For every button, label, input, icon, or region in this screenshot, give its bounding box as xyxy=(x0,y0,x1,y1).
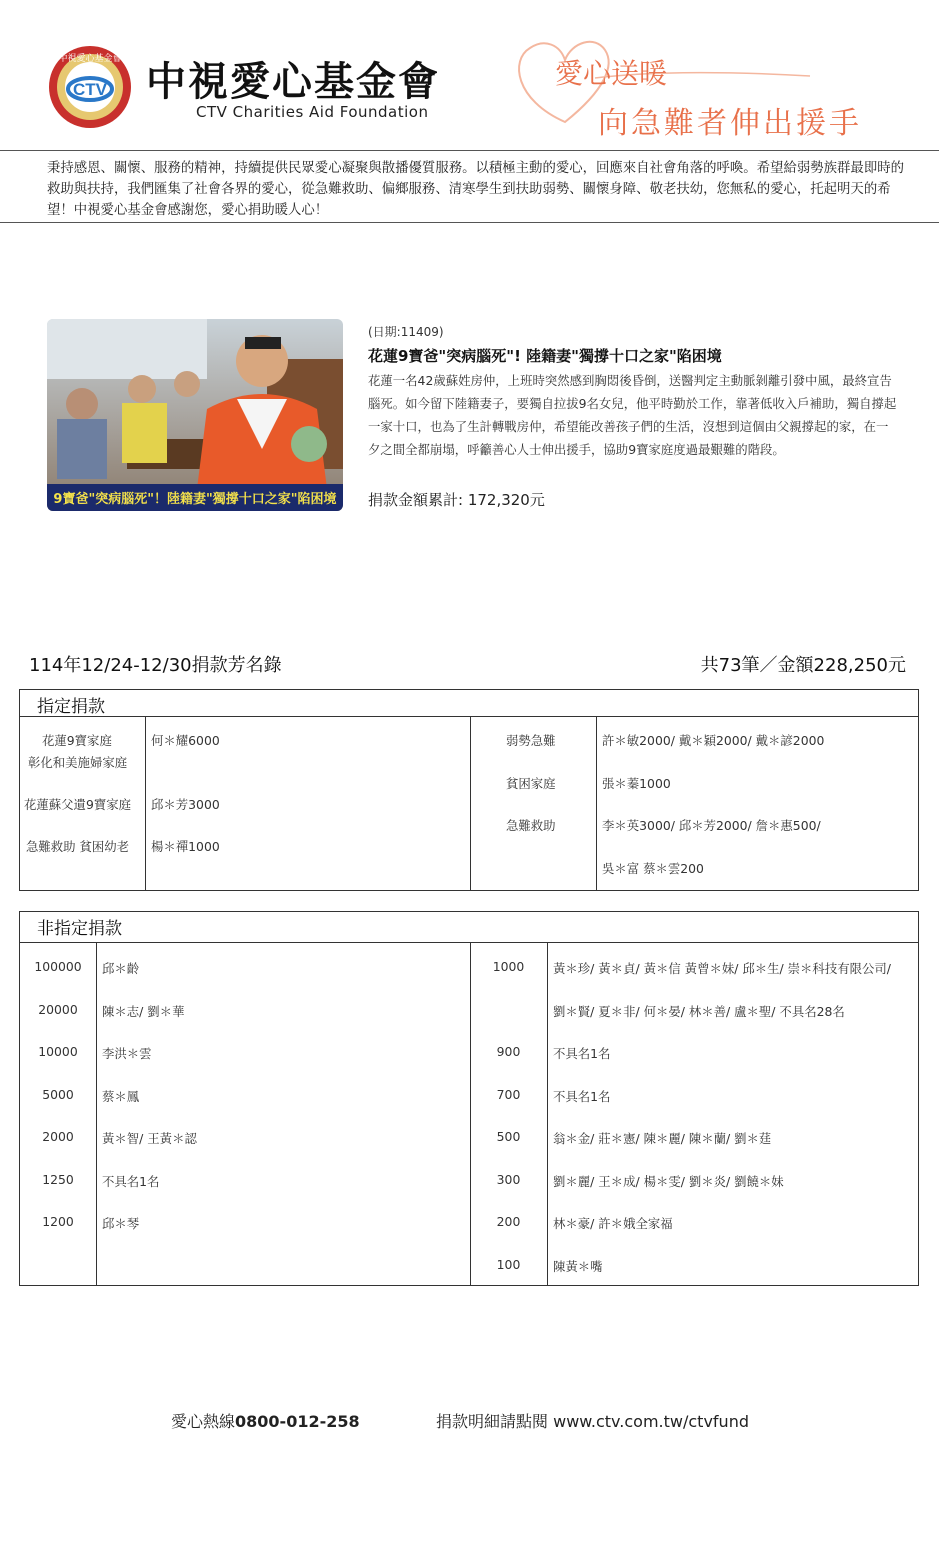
story-photo xyxy=(47,319,343,511)
donation-donors: 不具名1名 xyxy=(553,1088,611,1104)
donation-summary: 共73筆／金額228,250元 xyxy=(700,655,906,676)
donation-donors: 邱＊琴 xyxy=(102,1216,140,1231)
designated-donor: 李＊英3000/ 邱＊芳2000/ 詹＊惠500/ xyxy=(602,818,821,833)
designated-donor: 邱＊芳3000 xyxy=(151,797,220,812)
divider xyxy=(0,150,939,151)
donation-amount: 20000 xyxy=(38,1001,78,1017)
designated-header xyxy=(20,690,918,717)
story-date: (日期:11409) xyxy=(368,325,444,339)
undesignated-header xyxy=(20,912,918,939)
org-name: 中視愛心基金會 xyxy=(146,59,440,105)
designated-donations-box xyxy=(19,689,919,891)
designated-category: 弱勢急難 xyxy=(506,733,556,748)
details-url[interactable]: www.ctv.com.tw/ctvfund xyxy=(553,1412,749,1431)
donation-donors: 不具名1名 xyxy=(102,1173,160,1189)
designated-category: 貧困家庭 xyxy=(506,776,556,791)
designated-donor: 楊＊禪1000 xyxy=(151,839,220,854)
donation-donors: 黃＊珍/ 黃＊貞/ 黃＊信 黃曾＊妹/ 邱＊生/ 崇＊科技有限公司/ xyxy=(553,961,891,976)
designated-donor: 許＊敏2000/ 戴＊穎2000/ 戴＊諺2000 xyxy=(602,733,825,748)
donation-amount: 1250 xyxy=(42,1171,74,1187)
designated-heading: 指定捐款 xyxy=(37,697,105,717)
donation-donors: 黃＊智/ 王黃＊認 xyxy=(102,1131,197,1146)
designated-category: 花蓮蘇父遺9寶家庭 xyxy=(24,797,132,812)
donation-donors: 劉＊麗/ 王＊成/ 楊＊雯/ 劉＊炎/ 劉饒＊妹 xyxy=(553,1173,784,1189)
donation-amount: 900 xyxy=(496,1044,521,1059)
details-label: 捐款明細請點閱 xyxy=(436,1412,549,1431)
hotline-label: 愛心熱線 xyxy=(171,1412,236,1431)
designated-donor: 何＊耀6000 xyxy=(151,733,220,748)
org-name-en: CTV Charities Aid Foundation xyxy=(196,103,429,121)
donation-donors: 林＊豪/ 許＊娥全家福 xyxy=(553,1216,673,1231)
designated-donor: 張＊蓁1000 xyxy=(602,776,671,791)
donation-amount: 300 xyxy=(496,1171,521,1187)
designated-category: 急難救助 貧困幼老 xyxy=(26,839,130,854)
mission-statement: 秉持感恩、關懷、服務的精神，持續提供民眾愛心凝聚與散播優質服務。以積極主動的愛心，回應來自社會角落的呼喚。希望給弱勢族群最即時的救助與扶持，我們匯集了社會各界的愛心，從急難救助、偏鄉服務、清寒學生到扶助弱勢、關懷身障、敬老扶幼，您無私的愛心，托起明天的希望！中視愛心基金會感謝您，愛心捐助暖人心！ xyxy=(47,161,904,218)
svg-text:中視愛心基金會: 中視愛心基金會 xyxy=(58,54,122,64)
donation-donors: 李洪＊雲 xyxy=(102,1046,152,1061)
donation-amount: 5000 xyxy=(42,1086,74,1102)
donation-amount: 500 xyxy=(496,1129,521,1144)
designated-donor: 吳＊富 蔡＊雲200 xyxy=(602,861,704,876)
donation-donors: 不具名1名 xyxy=(553,1046,611,1061)
svg-text:CTV: CTV xyxy=(73,80,107,99)
donation-donors: 蔡＊鳳 xyxy=(102,1088,140,1104)
hotline-number[interactable]: 0800-012-258 xyxy=(235,1412,360,1431)
slogan-line-1: 愛心送暖 xyxy=(555,57,668,90)
designated-category: 彰化和美施婦家庭 xyxy=(28,755,128,770)
donation-amount: 100000 xyxy=(34,959,82,974)
foundation-logo xyxy=(48,45,132,129)
donation-donors: 陳＊志/ 劉＊華 xyxy=(102,1003,185,1019)
slogan-line-2: 向急難者伸出援手 xyxy=(598,106,862,141)
donation-amount: 100 xyxy=(496,1256,521,1272)
designated-category: 花蓮9寶家庭 xyxy=(42,733,112,748)
story-title: 花蓮9寶爸"突病腦死"! 陸籍妻"獨撐十口之家"陷困境 xyxy=(368,347,722,365)
donation-amount: 2000 xyxy=(42,1129,74,1144)
story-total: 捐款金額累計: 172,320元 xyxy=(368,491,545,509)
undesignated-donations-box xyxy=(19,911,919,1286)
donation-donors: 翁＊金/ 莊＊憲/ 陳＊麗/ 陳＊蘭/ 劉＊莛 xyxy=(553,1131,772,1146)
donation-donors: 陳黃＊嘴 xyxy=(553,1258,603,1274)
story-body: 花蓮一名42歲蘇姓房仲，上班時突然感到胸悶後昏倒，送醫判定主動脈剝離引發中風，最終宣告腦死。如今留下陸籍妻子，要獨自拉拔9名女兒，他平時勤於工作，靠著低收入戶補助，獨自撐起一家十口，也為了生計轉戰房仲，希望能改善孩子們的生活，沒想到這個由父親撐起的家，在一夕之間全都崩塌，呼籲善心人士伸出援手，協助9寶家庭度過最艱難的階段。 xyxy=(368,373,897,457)
hotline xyxy=(171,1409,360,1432)
donation-amount: 1000 xyxy=(492,959,525,974)
donation-donors: 劉＊賢/ 夏＊非/ 何＊晏/ 林＊善/ 盧＊聖/ 不具名28名 xyxy=(553,1003,845,1019)
story-photo-caption: 9寶爸"突病腦死"！陸籍妻"獨撐十口之家"陷困境 xyxy=(53,492,337,507)
donation-amount: 10000 xyxy=(38,1044,78,1059)
donation-donors: 邱＊齡 xyxy=(102,961,140,976)
donation-amount: 200 xyxy=(496,1214,521,1229)
designated-category: 急難救助 xyxy=(506,818,556,833)
donation-amount: 700 xyxy=(496,1086,521,1102)
details-link xyxy=(436,1409,749,1432)
undesignated-heading: 非指定捐款 xyxy=(37,919,122,939)
divider xyxy=(0,222,939,223)
donation-amount: 1200 xyxy=(42,1214,74,1229)
donation-list-title: 114年12/24-12/30捐款芳名錄 xyxy=(29,655,282,676)
